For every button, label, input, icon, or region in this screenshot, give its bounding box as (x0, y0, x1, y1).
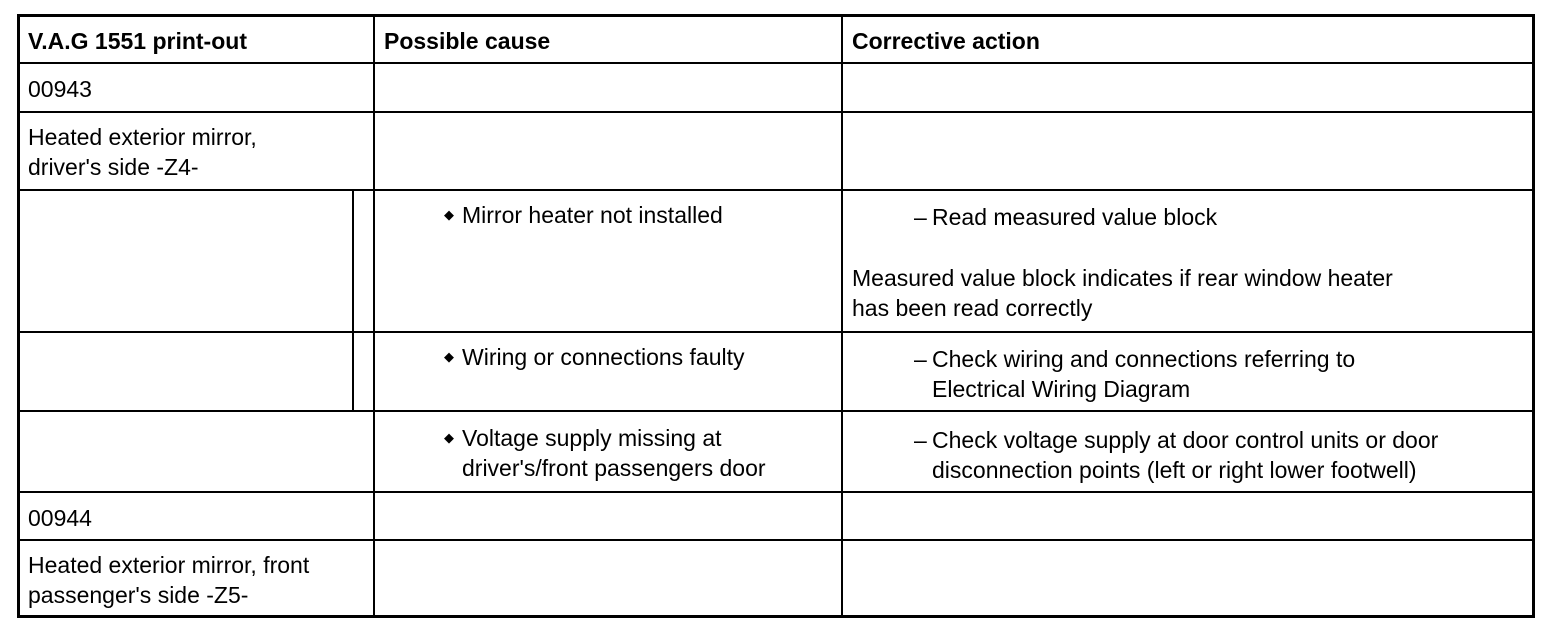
inner-divider (352, 191, 354, 410)
row-divider (20, 491, 1532, 493)
action-text: Read measured value block (932, 204, 1218, 230)
column-divider-1 (373, 17, 375, 615)
action-text-line1: Check wiring and connections referring to (932, 346, 1356, 372)
fault-code-00944: 00944 (28, 505, 92, 531)
cause-text: Mirror heater not installed (462, 202, 723, 228)
header-possible-cause: Possible cause (384, 28, 551, 54)
fault-name-line2: passenger's side -Z5- (28, 582, 249, 608)
action-text-line2: Electrical Wiring Diagram (932, 376, 1191, 402)
fault-name-line2: driver's side -Z4- (28, 154, 199, 180)
row-divider (20, 111, 1532, 113)
fault-name-line1: Heated exterior mirror, (28, 124, 257, 150)
bullet-icon: ◆ (444, 349, 454, 364)
dash-icon: – (914, 346, 927, 372)
cause-text-line1: Voltage supply missing at (462, 425, 722, 451)
fault-name-line1: Heated exterior mirror, front (28, 552, 310, 578)
fault-code-00943: 00943 (28, 76, 92, 102)
dash-icon: – (914, 427, 927, 453)
bullet-icon: ◆ (444, 207, 454, 222)
row-divider (20, 62, 1532, 64)
action-note-line2: has been read correctly (852, 295, 1093, 321)
row-divider (20, 189, 1532, 191)
diagnostic-table (17, 14, 1535, 618)
header-corrective-action: Corrective action (852, 28, 1040, 54)
bullet-icon: ◆ (444, 430, 454, 445)
column-divider-2 (841, 17, 843, 615)
action-note-line1: Measured value block indicates if rear window heater (852, 265, 1393, 291)
action-text-line2: disconnection points (left or right lower footwell) (932, 457, 1417, 483)
row-divider (20, 410, 1532, 412)
row-divider (20, 331, 1532, 333)
cause-text: Wiring or connections faulty (462, 344, 745, 370)
dash-icon: – (914, 204, 927, 230)
cause-text-line2: driver's/front passengers door (462, 455, 766, 481)
header-printout: V.A.G 1551 print-out (28, 28, 247, 54)
row-divider (20, 539, 1532, 541)
action-text-line1: Check voltage supply at door control units or door (932, 427, 1439, 453)
